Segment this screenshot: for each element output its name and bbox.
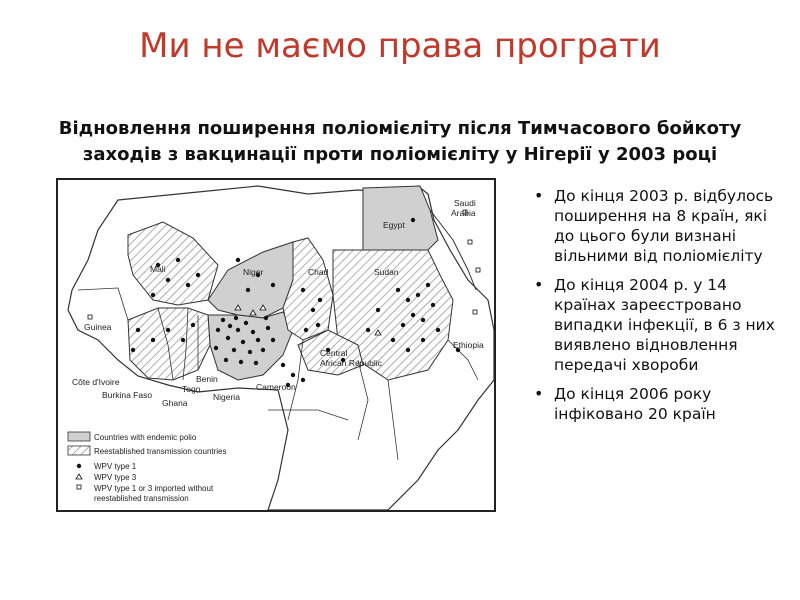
- legend-reestablished: Reestablished transmission countries: [94, 447, 227, 456]
- legend-wpv1: WPV type 1: [94, 462, 137, 471]
- label-egypt: Egypt: [383, 220, 405, 230]
- label-cameroon: Cameroon: [256, 382, 296, 392]
- label-saudi-2: Arabia: [451, 208, 476, 218]
- subtitle-line-2: заходів з вакцинації проти поліомієліту у Нігерії у 2003 році: [82, 144, 718, 165]
- label-car-1: Central: [320, 348, 348, 358]
- legend-endemic: Countries with endemic polio: [94, 433, 197, 442]
- legend-imported-1: WPV type 1 or 3 imported without: [94, 484, 214, 493]
- subtitle-line-1: Відновлення поширення поліомієліту після Тимчасового бойкоту: [58, 118, 742, 139]
- label-nigeria: Nigeria: [213, 392, 240, 402]
- bullet-item: • До кінця 2003 р. відбулось поширення на 8 країн, які до цього були визнані вільними від поліомієліту: [530, 186, 792, 266]
- label-car-2: African Republic: [320, 358, 382, 368]
- label-benin: Benin: [196, 374, 218, 384]
- slide-title: Ми не маємо права програти: [139, 26, 661, 66]
- polio-map: [56, 178, 496, 512]
- bullet-list: [530, 186, 792, 433]
- label-niger: Niger: [243, 267, 264, 277]
- label-saudi-1: Saudi: [454, 198, 476, 208]
- legend-wpv3: WPV type 3: [94, 473, 137, 482]
- label-togo: Togo: [182, 384, 201, 394]
- bullet-item: • До кінця 2004 р. у 14 країнах зареєстровано випадки інфекції, в 6 з них виявлено відновлення передачі хвороби: [530, 275, 792, 375]
- label-ghana: Ghana: [162, 398, 188, 408]
- label-guinea: Guinea: [84, 322, 112, 332]
- bullet-item: • До кінця 2006 року інфіковано 20 країн: [530, 384, 792, 424]
- label-cote: Côte d'Ivoire: [72, 377, 120, 387]
- label-mali: Mali: [150, 264, 166, 274]
- map-legend: [68, 432, 227, 503]
- legend-imported-2: reestablished transmission: [94, 494, 189, 503]
- label-ethiopia: Ethiopia: [453, 340, 484, 350]
- label-chad: Chad: [308, 267, 329, 277]
- slide-subtitle: [0, 116, 800, 168]
- label-burkina: Burkina Faso: [102, 390, 153, 400]
- label-sudan: Sudan: [374, 267, 399, 277]
